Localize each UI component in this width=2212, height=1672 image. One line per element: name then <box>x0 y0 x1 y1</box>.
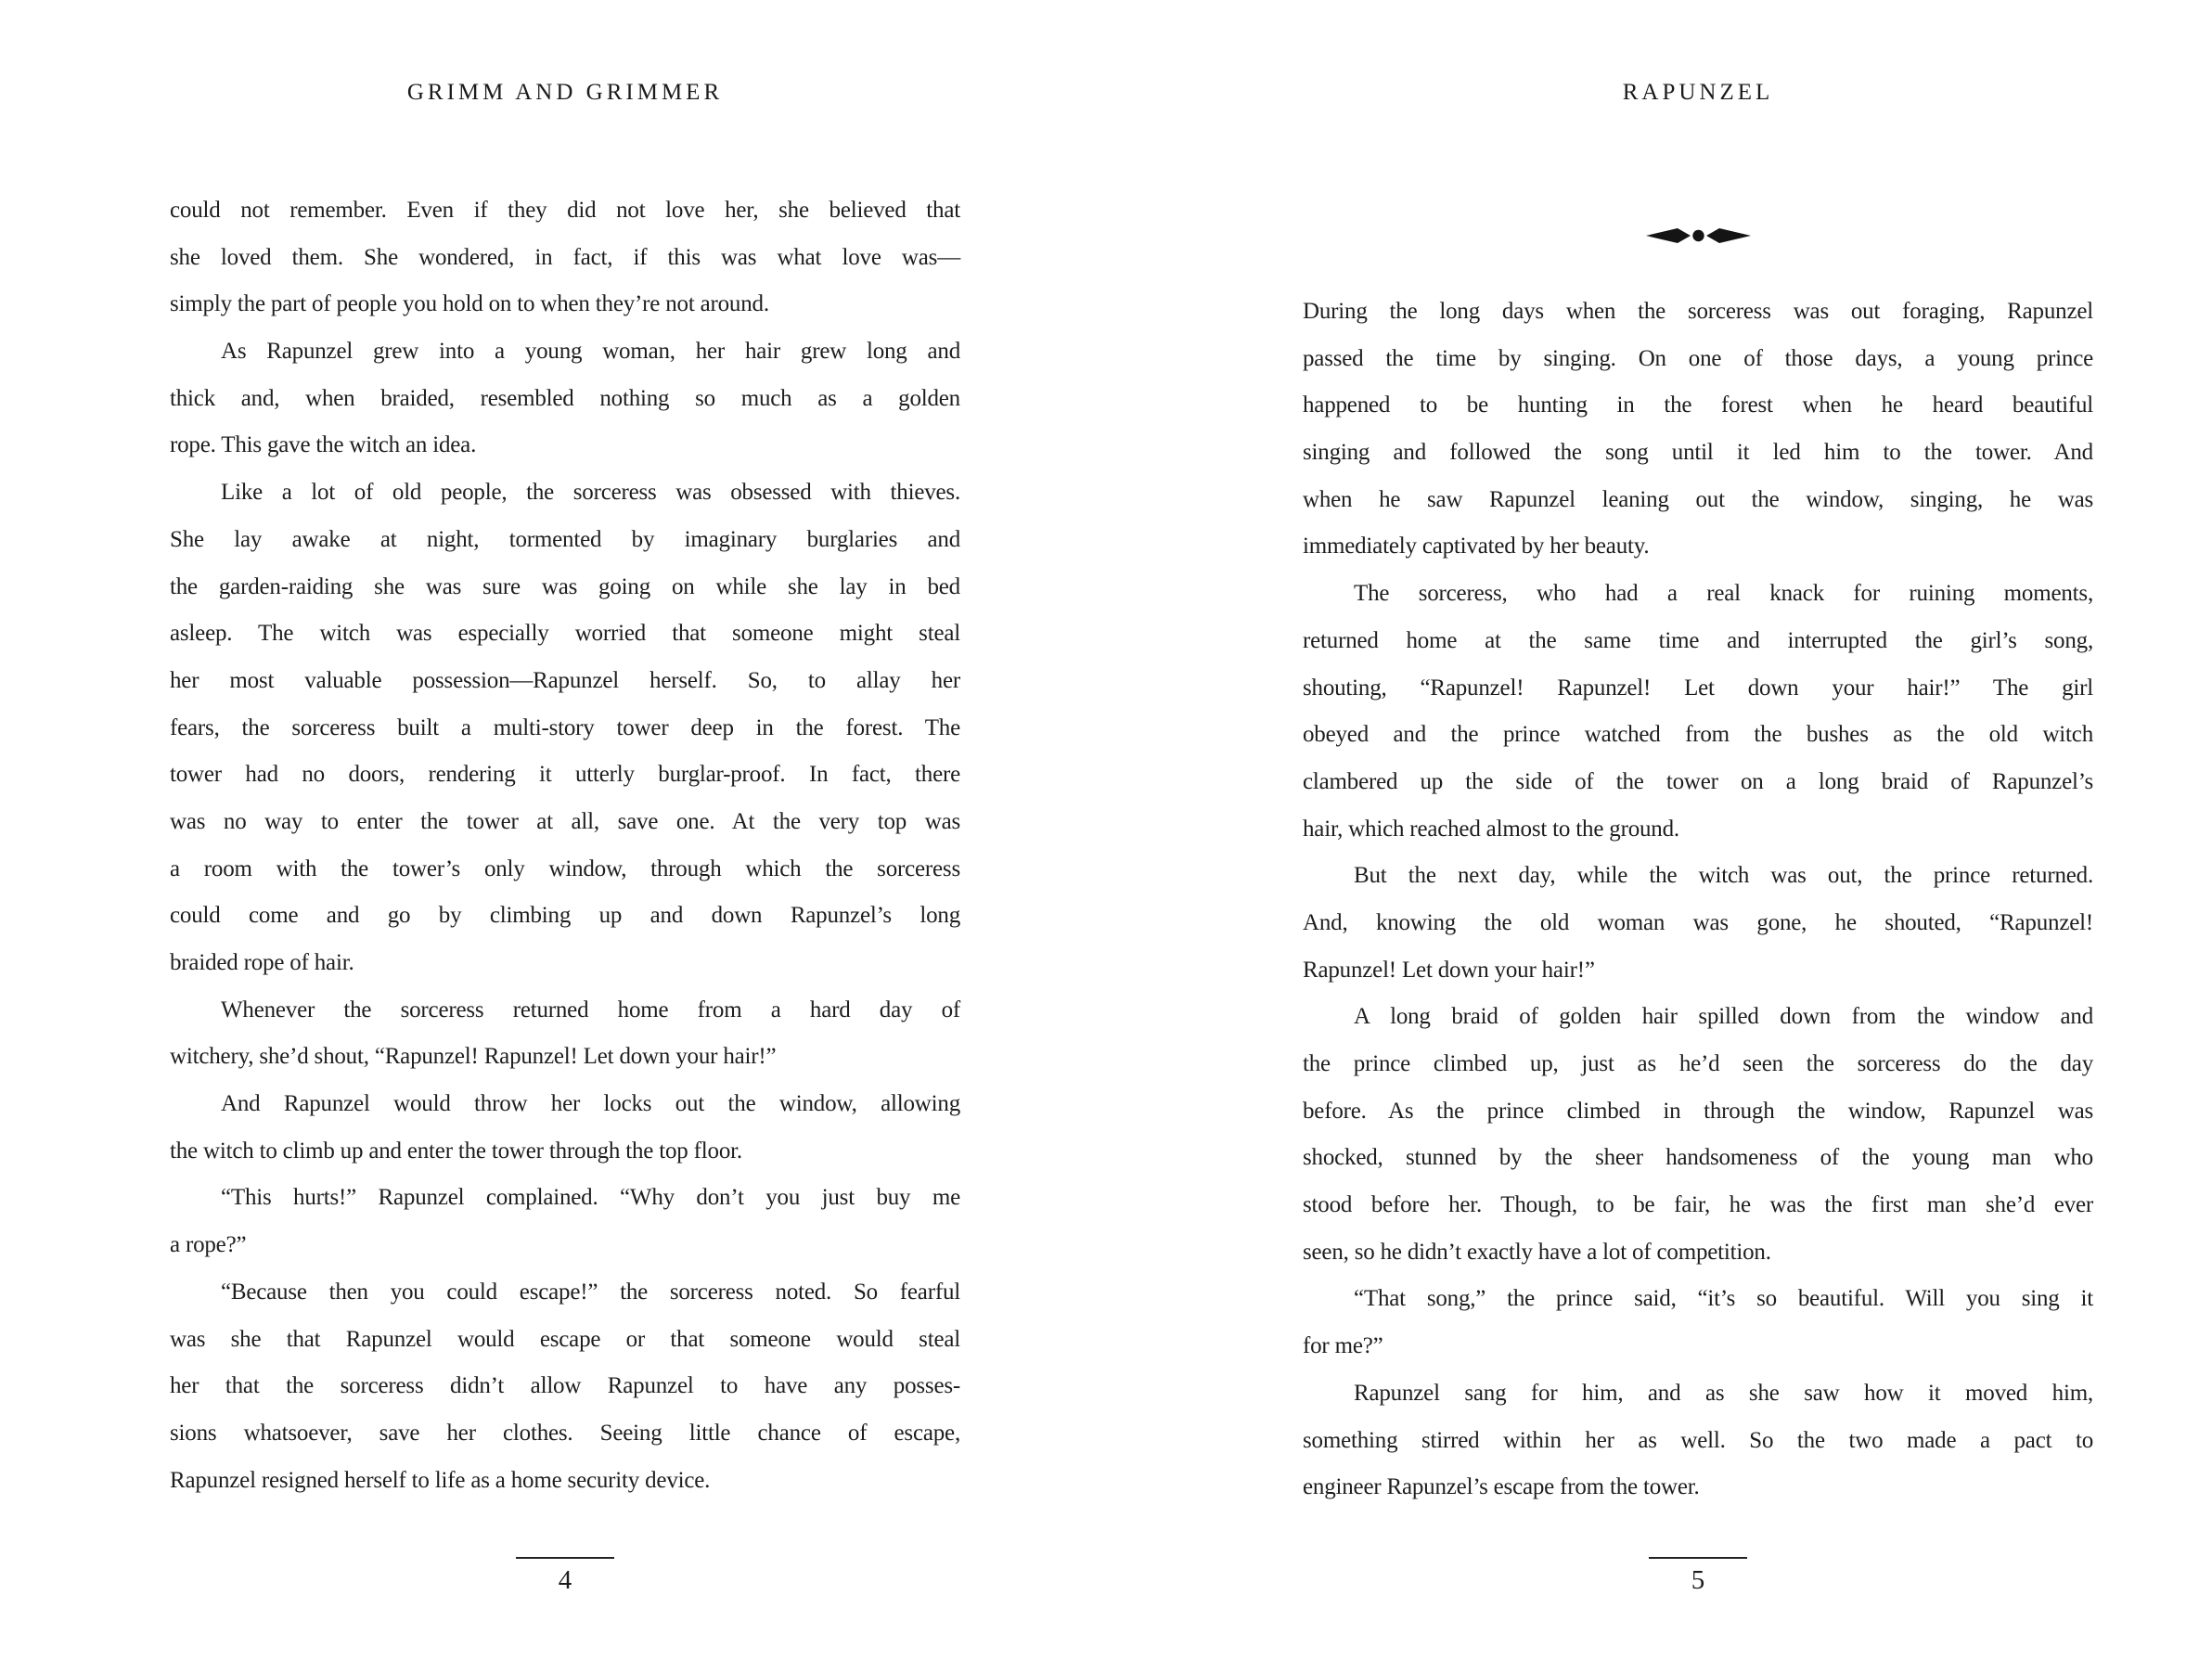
text-line: a rope?” <box>170 1232 247 1258</box>
text-line: And, knowing the old woman was gone, he shouted, “Rapunzel! <box>1303 909 2093 935</box>
text-line: Rapunzel! Let down your hair!” <box>1303 957 1595 983</box>
text-line: During the long days when the sorceress was out foraging, Rapunzel <box>1303 299 2093 324</box>
text-line: her most valuable possession—Rapunzel herself. So, to allay her <box>170 667 960 693</box>
text-line: singing and followed the song until it led him to the tower. And <box>1303 440 2093 466</box>
page-right <box>1303 0 2093 1672</box>
text-line: something stirred within her as well. So the two made a pact to <box>1303 1427 2093 1453</box>
text-line: the prince climbed up, just as he’d seen the sorceress do the day <box>1303 1051 2093 1076</box>
paragraph <box>1303 289 2093 571</box>
text-line: Rapunzel resigned herself to life as a home security device. <box>170 1467 711 1493</box>
text-line: could come and go by climbing up and down Rapunzel’s long <box>170 903 960 929</box>
page-footer-left <box>170 1557 960 1594</box>
page-number-right: 5 <box>1691 1565 1705 1595</box>
text-line: a room with the tower’s only window, through which the sorceress <box>170 855 960 881</box>
text-line: the witch to climb up and enter the tower through the top floor. <box>170 1138 742 1164</box>
paragraph <box>170 469 960 987</box>
running-header-right: RAPUNZEL <box>1622 80 1774 105</box>
text-block-left <box>170 187 960 1504</box>
text-line: before. As the prince climbed in through the window, Rapunzel was <box>1303 1098 2093 1124</box>
folio-rule-right <box>1649 1557 1747 1559</box>
paragraph <box>1303 853 2093 994</box>
paragraph <box>170 328 960 469</box>
section-break-ornament-icon <box>1303 225 2093 246</box>
text-line: the garden-raiding she was sure was going on while she lay in bed <box>170 573 960 599</box>
paragraph <box>170 187 960 328</box>
text-line: engineer Rapunzel’s escape from the tower. <box>1303 1474 1700 1500</box>
page-number-left: 4 <box>558 1565 572 1595</box>
folio-rule-left <box>516 1557 614 1559</box>
text-line: obeyed and the prince watched from the bushes as the old witch <box>1303 722 2093 748</box>
text-line: could not remember. Even if they did not love her, she believed that <box>170 198 960 223</box>
text-line: sions whatsoever, save her clothes. Seeing little chance of escape, <box>170 1420 960 1446</box>
text-line: The sorceress, who had a real knack for ruining moments, <box>1354 581 2093 607</box>
text-line: “This hurts!” Rapunzel complained. “Why don’t you just buy me <box>221 1185 960 1211</box>
text-line: for me?” <box>1303 1333 1383 1359</box>
text-block-right <box>1303 289 2093 1511</box>
text-line: was no way to enter the tower at all, save one. At the very top was <box>170 808 960 834</box>
paragraph <box>1303 571 2093 853</box>
paragraph <box>1303 1276 2093 1370</box>
text-line: stood before her. Though, to be fair, he was the first man she’d ever <box>1303 1192 2093 1218</box>
text-line: seen, so he didn’t exactly have a lot of competition. <box>1303 1239 1771 1265</box>
text-line: her that the sorceress didn’t allow Rapunzel to have any posses- <box>170 1373 960 1399</box>
text-line: As Rapunzel grew into a young woman, her hair grew long and <box>221 339 960 365</box>
text-line: “Because then you could escape!” the sorceress noted. So fearful <box>221 1279 960 1305</box>
text-line: shouting, “Rapunzel! Rapunzel! Let down your hair!” The girl <box>1303 675 2093 701</box>
paragraph <box>1303 994 2093 1276</box>
text-line: she loved them. She wondered, in fact, if this was what love was— <box>170 244 960 270</box>
text-line: asleep. The witch was especially worried that someone might steal <box>170 621 960 647</box>
paragraph <box>170 987 960 1081</box>
paragraph <box>1303 1370 2093 1511</box>
text-line: Like a lot of old people, the sorceress was obsessed with thieves. <box>221 480 960 506</box>
text-line: thick and, when braided, resembled nothing so much as a golden <box>170 385 960 411</box>
text-line: witchery, she’d shout, “Rapunzel! Rapunzel! Let down your hair!” <box>170 1044 777 1070</box>
text-line: tower had no doors, rendering it utterly burglar-proof. In fact, there <box>170 762 960 788</box>
paragraph <box>170 1269 960 1504</box>
text-line: immediately captivated by her beauty. <box>1303 534 1650 559</box>
paragraph <box>170 1081 960 1175</box>
text-line: fears, the sorceress built a multi-story tower deep in the forest. The <box>170 714 960 740</box>
text-line: simply the part of people you hold on to when they’re not around. <box>170 291 769 317</box>
text-line: hair, which reached almost to the ground. <box>1303 816 1679 842</box>
text-line: But the next day, while the witch was out, the prince returned. <box>1354 863 2093 889</box>
text-line: passed the time by singing. On one of those days, a young prince <box>1303 345 2093 371</box>
text-line: And Rapunzel would throw her locks out the window, allowing <box>221 1091 960 1117</box>
text-line: She lay awake at night, tormented by imaginary burglaries and <box>170 526 960 552</box>
paragraph <box>170 1175 960 1268</box>
text-line: was she that Rapunzel would escape or that someone would steal <box>170 1326 960 1352</box>
text-line: A long braid of golden hair spilled down from the window and <box>1354 1004 2093 1030</box>
text-line: happened to be hunting in the forest when he heard beautiful <box>1303 392 2093 418</box>
text-line: rope. This gave the witch an idea. <box>170 432 477 458</box>
text-line: braided rope of hair. <box>170 950 354 975</box>
page-left <box>170 0 960 1672</box>
running-header-left: GRIMM AND GRIMMER <box>406 80 724 105</box>
text-line: when he saw Rapunzel leaning out the window, singing, he was <box>1303 486 2093 512</box>
text-line: Rapunzel sang for him, and as she saw how it moved him, <box>1354 1380 2093 1406</box>
text-line: returned home at the same time and interrupted the girl’s song, <box>1303 627 2093 653</box>
text-line: shocked, stunned by the sheer handsomeness of the young man who <box>1303 1145 2093 1171</box>
text-line: clambered up the side of the tower on a long braid of Rapunzel’s <box>1303 768 2093 794</box>
text-line: “That song,” the prince said, “it’s so beautiful. Will you sing it <box>1354 1286 2093 1312</box>
page-footer-right <box>1303 1557 2093 1594</box>
text-line: Whenever the sorceress returned home from a hard day of <box>221 997 960 1022</box>
